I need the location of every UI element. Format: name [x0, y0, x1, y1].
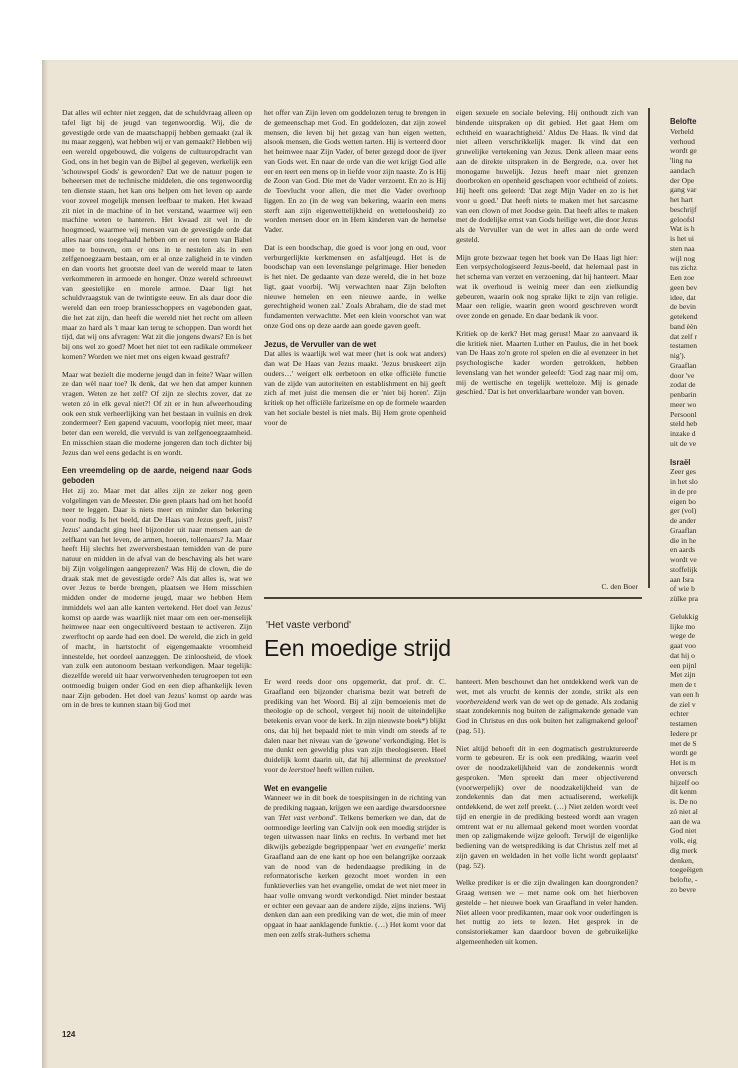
cropped-text-line: 'ling na — [670, 156, 693, 165]
paragraph: Dat alles wil echter niet zeggen, dat de schuldvraag alleen op tafel ligt bij de jeugd van tegenwoordig. Wij, die de gevestigde orde van de maatschappij hebben gemaakt (zal ik nu maar zeggen), wat hebben wij er van gemaakt? Hebben wij een wereld opgebouwd, die volgens de cultuuropdracht van God, ons in het begin van de Bijbel al gegeven, werkelijk een 'schouwspel Gods' is geworden? Dat we de natuur pogen te beheersen met de technische middelen, die ons tegenwoordig ten dienste staan, het kan ons helpen om het leven op aarde voor zoveel mogelijk mensen leefbaar te maken. Het kwaad zit niet in de machine of in het verstand, waarmee wij een machine weten te hanteren. Het kwaad zit wel in de hoogmoed, waarmee wij mensen van de gevestigde orde dat alles naar ons toegehaald hebben om er een toren van Babel mee te bouwen, om er ons in te nestelen als in een zelfgenoegzaam bestaan, om er al onze zaligheid in te vinden en dan voorts het grootste deel van de wereld maar te laten verkommeren in armoede en honger. Onze wereld schreeuwt van geestelijke en morele armoe. Daar ligt het schuldvraagstuk van de twintigste eeuw. En als daar door die wereld dan een troep braniesschoppers en vagebonden gaat, die het zat zijn, dan heeft die wereld niet het recht om alleen maar zo hard als 't maar kan terug te schoppen. Dan wordt het tijd, dat wij ons afvragen: Wat zit die jongens dwars? En is het bij ons wel zo goed? Moet het niet tot een radikale ommekeer komen? Worden we niet met ons eigen kwaad gestraft? — [62, 108, 252, 361]
cropped-text-line: tus zichz — [670, 263, 697, 273]
cropped-text-line: Zeer ges — [670, 467, 696, 477]
section-heading: Belofte — [670, 117, 697, 126]
cropped-text-line: wijl nog — [670, 253, 696, 263]
section-heading: Israël — [670, 457, 691, 467]
cropped-text-line: met de S — [670, 738, 697, 748]
page-number: 124 — [62, 1030, 76, 1039]
paragraph: Niet altijd behoeft dit in een dogmatisch gestruktureerde vorm te gebeuren. Er is ook een prediking, waarin veel over de noodzakelijkheid van de zondekennis wordt gesproken. 'Men spreekt dan meer objectiverend (voorwerpelijk) over de noodzakelijkheid van de zondekennis dan dat men actualiserend, werkelijk ontdekkend, de wet zelf preekt. (…) Niet zelden wordt veel tijd en energie in de prediking besteed wordt aan vragen omtrent wat er nu allemaal gekend moet worden voordat men op zaligmakende wijze gelooft. Terwijl de eigenlijke bediening van de wetsprediking is dat Christus zelf met al zijn gaven en weldaden in het volle licht wordt geplaatst' (pag. 52). — [456, 743, 638, 870]
paragraph: Welke prediker is er die zijn dwalingen kan doorgronden? Graag wensen we – met name ook om het hierboven gestelde – het nieuwe boek van Graafland in veler handen. Niet alleen voor predikanten, maar ook voor ouderlingen is het nuttig zo iets te lezen. Het gesprek in de consistoriekamer kan daardoor boven de gebruikelijke algemeenheden uit komen. — [456, 878, 638, 946]
cropped-text-line: in het slo — [670, 477, 698, 486]
magazine-page — [42, 60, 738, 1068]
cropped-text-line: Een zoe — [670, 273, 695, 282]
cropped-text-line: wordt ge — [670, 748, 697, 758]
cropped-text-line: Gelukkig — [670, 611, 699, 621]
cropped-text-line: in de pre — [670, 486, 697, 496]
cropped-text-line: meer wo — [670, 399, 697, 409]
article-column-1 — [62, 108, 252, 1020]
cropped-text-line: Met zijn — [670, 670, 696, 680]
column-divider — [648, 108, 650, 588]
cropped-text-line: testamen — [670, 341, 697, 351]
cropped-text-line: Wat is h — [670, 224, 695, 234]
cropped-text-line: hijzelf oo — [670, 777, 699, 787]
paragraph: Mijn grote bezwaar tegen het boek van De Haas ligt hier: Een verpsychologiseerd Jezus-beeld, dat helemaal past in het schema van verzet en verzoening, dat hij hanteert. Maar wat ik overhoud is weinig meer dan een zielkundig gebeuren, waarin ook nog sprake lijkt te zijn van religie. Maar een religie, waarin geen woord geschreven wordt over zonde en genade. En daar bedank ik voor. — [456, 252, 638, 320]
cropped-text-line: toegeëigen — [670, 865, 703, 875]
paragraph: Er werd reeds door ons opgemerkt, dat prof. dr. C. Graafland een bijzonder charisma bezit wat betreft de prediking van het Woord. Bij al zijn bemoeienis met de theologie op de school, vergeet hij nooit de uiteindelijke betekenis ervan voor de kerk. In zijn nieuwste boek*) blijkt ons, dat hij het bepaald niet te min vindt om steeds af te dalen naar het niveau van de 'gewone' verkondiging. Het is me dunkt een geweldig plus van zijn theologiseren. Heel duidelijk komt daarin uit, dat hij allerminst de preekstoel voor de leerstoel heeft willen ruilen. — [264, 677, 446, 774]
cropped-text-line: beschrijf — [670, 204, 697, 214]
paragraph: Wanneer we in dit boek de toespitsingen in de richting van de prediking nagaan, krijgen we een aardige dwarsdoorsnee van 'Het vast verbond'. Telkens bemerken we dan, dat de ootmoedige leerling van Calvijn ook een moedig strijder is tegen uitwassen naar links en rechts. In verband met het dikwijls gebezigde begrippenpaar 'wet en evangelie' merkt Graafland aan de ene kant op hoe een belangrijke oorzaak van de nood van de hedendaagse prediking in de reformatorische kerken gezocht moet worden in een funktieverlies van het evangelie, omdat de wet niet meer in haar volle omvang wordt verkondigd. Niet minder bestaat er echter een gevaar aan de andere zijde, zijns inziens. 'Wij denken dan aan een prediking van de wet, die min of meer opgaat in haar aanklagende funktie. (…) Het komt voor dat men een zelfs strak-luthers schema — [264, 793, 446, 939]
cropped-text-line: en aards — [670, 545, 696, 555]
cropped-text-line: die in he — [670, 535, 697, 545]
article-column-3 — [456, 108, 638, 578]
cropped-text-line: van een h — [670, 689, 700, 699]
cropped-text-line: de bevin — [670, 302, 696, 312]
paragraph: Maar wat bezielt die moderne jeugd dan in feite? Waar willen ze dan wèl naar toe? Ik denk, dat we hen dat amper kunnen vragen. Weten ze het zelf? Of zijn ze slechts zover, dat ze weten zó in elk geval niet?! Of zit er in hun afweerhouding ook een stuk verheerlijking van het bestaan in vuilnis en drek zondermeer? Een gapend vacuum, voorlopig niet meer, maar beter dan een wereld, die vervuld is van zelfgenoegzaamheid. En misschien staan die moderne jongeren dan toch dichter bij Jezus dan wel eens gedacht is en wordt. — [62, 369, 252, 457]
cropped-text-line: wordt ve — [670, 555, 697, 564]
cropped-text-line: of wie b — [670, 584, 695, 594]
cropped-text-line: gaat voo — [670, 641, 696, 650]
cropped-text-line: denken, — [670, 855, 694, 865]
paragraph: Kritiek op de kerk? Het mag gerust! Maar zo aanvaard ik die kritiek niet. Maarten Luther en Paulus, die in het boek van De Haas zo'n grote rol spelen en die al evenzeer in het psychologische kader worden getrokken, hebben levenslang van het wonder geleefd: 'God zag naar mij om, mij de wettische en tegelijk wetteloze. Mij is genade geschied.' Dat is het onverklaarbare wonder van boven. — [456, 328, 638, 397]
cropped-text-line: band èèn — [670, 321, 698, 331]
cropped-text-line: stoffelijk — [670, 564, 698, 574]
section-heading: Jezus, de Vervuller van de wet — [264, 339, 377, 349]
cropped-text-line: dit kenm — [670, 787, 697, 797]
cropped-text-line: is het ui — [670, 234, 695, 243]
cropped-text-line: eigen bo — [670, 496, 696, 506]
cropped-text-line: wege de — [670, 631, 696, 641]
cropped-text-line: der Ope — [670, 175, 695, 185]
cropped-text-line: wordt ge — [670, 146, 697, 156]
cropped-text-line: aan Isra — [670, 574, 694, 584]
paragraph: Dat is een boodschap, die goed is voor jong en oud, voor verburgerlijkte kerkmensen en asfaltjeugd. Het is de boodschap van een levenslange pelgrimage. Hier beneden is het niet. De gedaante van deze wereld, die in het boze ligt, gaat voorbij. 'Wij verwachten naar Zijn beloften nieuwe hemelen en een nieuwe aarde, in welke gerechtigheid wonen zal.' Zoals Abraham, die de stad met fundamenten verwachtte. Met een klein voorschot van wat onze God ons op deze aarde aan goede gaven geeft. — [264, 242, 446, 330]
cropped-text-block — [670, 612, 738, 895]
paragraph: Dat alles is waarlijk wel wat meer (het is ook wat anders) dan wat De Haas van Jezus maakt. 'Jezus bruskeert zijn ouders…' weigert elk eerbetoon en elke officiële functie van de zijde van autoriteiten en establishment en hij geeft zich af met juist die mensen die er 'niet bij horen'. Zijn kritiek op het officiële farizeïsme en op de formele waarden van het sociale bestel is niet mals. Bij Hem grote openheid voor de — [264, 349, 446, 427]
cropped-text-line: dig merk — [670, 845, 698, 855]
section-heading: Wet en evangelie — [264, 783, 328, 793]
cropped-text-line: Iedere pr — [670, 728, 698, 738]
cropped-text-line: zó niet al — [670, 806, 698, 816]
cropped-text-line: ger (vol) — [670, 506, 697, 516]
cropped-text-line: penbarin — [670, 390, 697, 399]
article-kicker: 'Het vaste verbond' — [266, 620, 351, 631]
cropped-text-block — [670, 127, 738, 449]
review-column-2 — [456, 677, 638, 1027]
cropped-text-line: uit de ve — [670, 438, 697, 448]
paragraph: eigen sexuele en sociale beleving. Hij onthoudt zich van bindende uitspraken op dit gebied. Het gaat Hem om echtheid en waarachtigheid.' Aldus De Haas. Ik vind dat niet alleen verschrikkelijk mager. Ik vind dat een gruwelijke vertekening van Jezus. Denk alleen maar eens aan de direkte uitspraken in de Bergrede, o.a. over het monogame huwelijk. Jezus heeft maar niet grenzen doorbroken en openheid geschapen voor echtheid of zoiets. Hij heeft ons geleerd: 'Dat zegt Mijn Vader en zo is het voor u goed.' Dat heeft niets te maken met het sarcasme van een clown of met Joodse gein. Dat heeft alles te maken met de dodelijke ernst van Gods heilige wet, die door Jezus als de Vervuller van de wet in alles aan de orde werd gesteld. — [456, 108, 638, 244]
cropped-text-line: aandach — [670, 165, 695, 175]
cropped-right-column — [670, 108, 738, 1028]
article-headline: Een moedige strijd — [264, 635, 451, 661]
article-divider — [264, 597, 642, 599]
cropped-text-line: men de t — [670, 680, 697, 689]
cropped-text-line: is. De no — [670, 797, 698, 806]
cropped-text-line: zodat de — [670, 380, 696, 390]
cropped-text-line: sten naa — [670, 243, 695, 253]
cropped-text-line: de ander — [670, 516, 696, 525]
cropped-text-block — [670, 467, 738, 604]
cropped-text-line: onversch — [670, 767, 698, 777]
author-signature: C. den Boer — [601, 582, 638, 591]
cropped-text-line: zo bevre — [670, 884, 696, 894]
cropped-text-line: geloofsl — [670, 214, 695, 224]
cropped-text-line: Persoonl — [670, 409, 697, 419]
cropped-text-line: zùlke pra — [670, 594, 699, 603]
paragraph: hanteert. Men beschouwt dan het ontdekkend werk van de wet, met als vrucht de kennis der zonde, strikt als een voorbereidend werk van de wet op de genade. Als zodanig staat zondekennis nog buiten de zaligmakende genade van God in Christus en dus ook buiten het zaligmakend geloof' (pag. 51). — [456, 677, 638, 735]
cropped-text-line: een pijnl — [670, 660, 697, 670]
cropped-text-line: Het is m — [670, 758, 696, 767]
cropped-text-line: steld heb — [670, 419, 698, 429]
section-heading: Een vreemdeling op de aarde, neigend naar Gods geboden — [62, 466, 252, 485]
cropped-text-line: testamen — [670, 719, 697, 728]
article-column-2 — [264, 108, 446, 578]
cropped-text-line: belofte, - — [670, 875, 698, 884]
paragraph: het offer van Zijn leven om goddelozen terug te brengen in de gemeenschap met God. En goddelozen, dat zijn zowel mensen, die leven bij het gezag van hun eigen wetten, alsook mensen, die Gods wetten tarten. Hij is verteerd door het heimwee naar Zijn Vader, of beter gezegd door de ijver van Gods wet. En naar de orde van die wet krijgt God alle eer en teert een mens op in liefde voor zijn naaste. Zo is Hij de Zoon van God. Die met de Vader verzoent. En zo is Hij de Toevlucht voor allen, die met die Vader overhoop liggen. En zo (in de weg van bekering, waarin een mens sterft aan zijn eigenwettelijkheid en wetteloosheid) zo worden mensen door en in Hem kinderen van de hemelse Vader. — [264, 108, 446, 234]
review-column-1 — [264, 677, 446, 1027]
cropped-text-line: echter — [670, 709, 689, 719]
cropped-text-line: gang var — [670, 185, 697, 195]
cropped-text-line: geen bev — [670, 282, 698, 292]
cropped-text-line: het hart — [670, 195, 693, 204]
cropped-text-line: getekend — [670, 312, 698, 321]
cropped-text-line: idee, dat — [670, 292, 696, 302]
paragraph: Het zij zo. Maar met dat alles zijn ze zeker nog geen volgelingen van de Meester. Die geen plaats had om het hoofd neer te leggen. Daar is niets meer en minder dan bekering voor nodig. Is het beeld, dat De Haas van Jezus geeft, juist? Jezus' aandacht ging heel bijzonder uit naar mensen aan de zelfkant van het leven, de armen, hoeren, tollenaars? Ja. Maar heeft Hij slechts het zwerversbestaan temidden van de pure natuur en midden in de afval van de beschaving als het ware bij Zijn volgelingen aangeprezen? Was Hij de clown, die de draak stak met de gevestigde orde? Als dat alles is, wat we over Jezus te berde brengen, plaatsen we Hem misschien midden onder de moderne jeugd, maar we hebben Hem inmiddels wel aan alle kanten vertekend. Het doel van Jezus' komst op aarde was waarlijk niet maar om een oer-menselijk heimwee naar een ongecultiveerd bestaan te activeren. Zijn zwerftocht op aarde had een doel. De wereld, die zich in geld of macht, in hartstocht of eigengemaakte vroomheid innestelde, het oordeel aanzeggen. De zinloosheid, de vloek van zulk een autonoom bestaan verkondigen. Maar tegelijk: diezelfde wereld uit haar verworvenheden terugroepen tot een ootmoedig buigen onder God en een diep afhankelijk leven naar Zijn geboden. Het doel van Jezus' komst op aarde was om in de bres te kunnen staan bij God met — [62, 485, 252, 710]
cropped-text-line: Graaflan — [670, 525, 697, 535]
cropped-text-line: verhoud — [670, 136, 695, 146]
cropped-text-line: de ziel v — [670, 699, 696, 709]
cropped-text-line: lijke mo — [670, 621, 696, 631]
cropped-text-line: inzake d — [670, 429, 696, 438]
cropped-text-line: dat zelf r — [670, 331, 697, 341]
cropped-text-line: volk, eig — [670, 836, 697, 845]
cropped-text-line: dat hij o — [670, 650, 695, 660]
cropped-text-line: Verheld — [670, 126, 694, 136]
cropped-text-line: aan de wa — [670, 816, 701, 826]
cropped-text-line: God niet — [670, 826, 697, 836]
cropped-text-line: door 've — [670, 370, 695, 380]
cropped-text-line: nig'). — [670, 351, 686, 360]
cropped-text-line: Graaflan — [670, 360, 697, 370]
